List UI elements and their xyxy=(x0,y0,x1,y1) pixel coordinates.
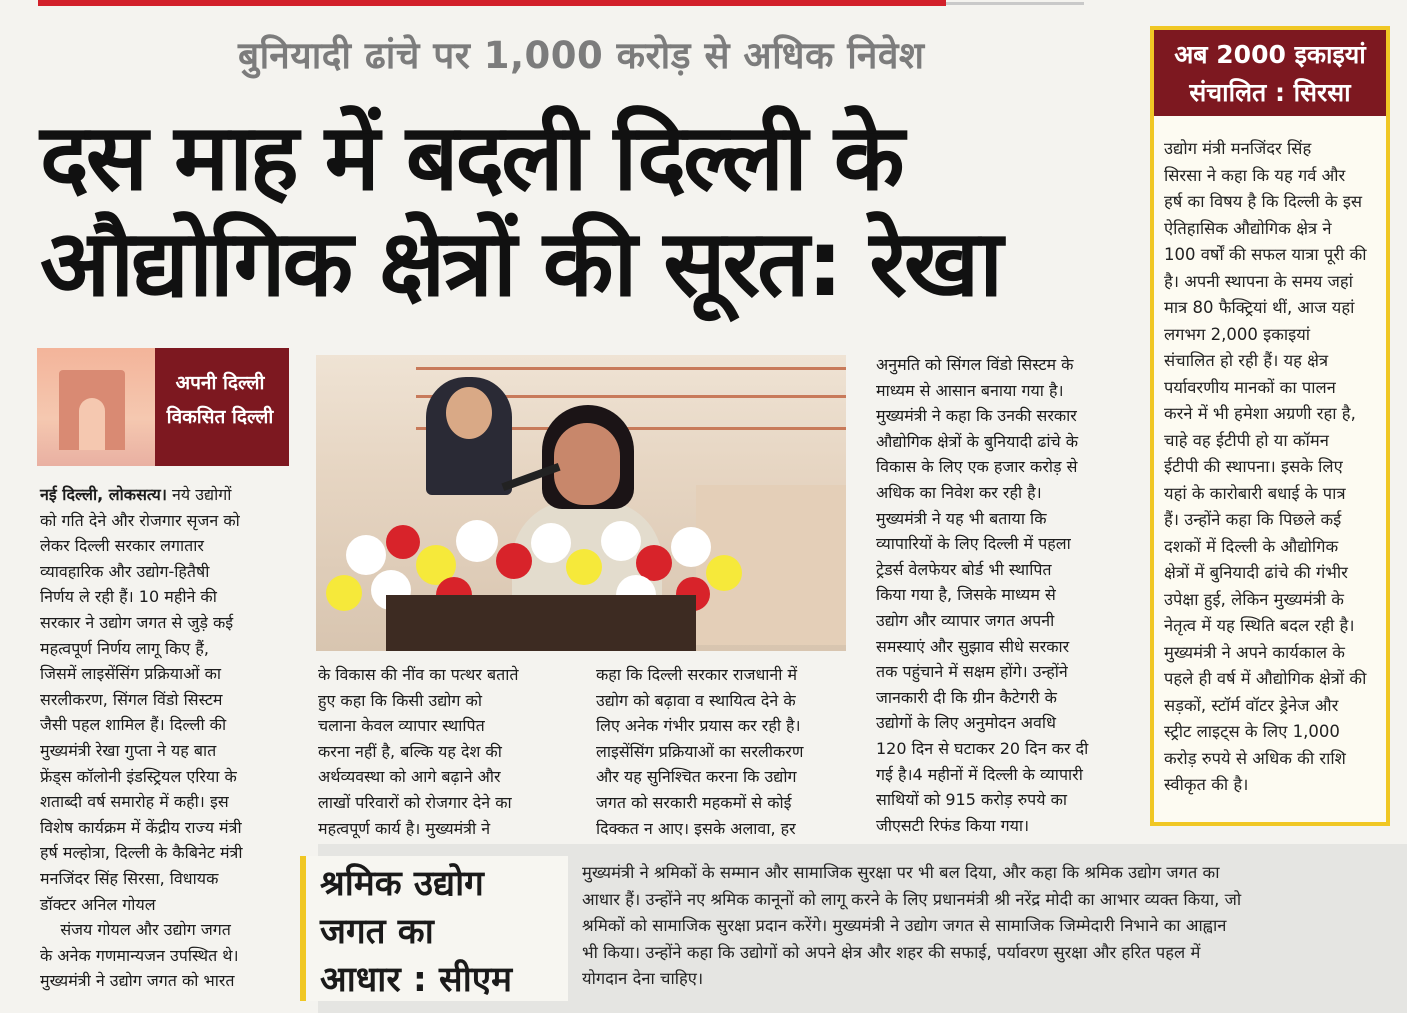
article-line: गई है।4 महीनों में दिल्ली के व्यापारी xyxy=(876,764,1083,784)
article-line: समस्याएं और सुझाव सीधे सरकार xyxy=(876,636,1070,656)
article-line: और यह सुनिश्चित करना कि उद्योग xyxy=(596,767,797,787)
bottom-story-body xyxy=(582,860,1397,993)
sidebar-line: उपेक्षा हुई, लेकिन मुख्यमंत्री के xyxy=(1164,589,1344,609)
article-line: को गति देने और रोजगार सृजन को xyxy=(40,510,240,530)
article-line: हुए कहा कि किसी उद्योग को xyxy=(318,690,482,710)
article-line: उद्योगों के लिए अनुमोदन अवधि xyxy=(876,713,1056,733)
article-line: के विकास की नींव का पत्थर बताते xyxy=(318,665,519,684)
sidebar-line: नेतृत्व में यह स्थिति बदल रही है। xyxy=(1164,616,1355,635)
sidebar-title-line-1: अब 2000 इकाइयां xyxy=(1174,40,1366,69)
article-line: करना नहीं है, बल्कि यह देश की xyxy=(318,741,502,761)
article-line: डॉक्टर अनिल गोयल xyxy=(40,894,156,914)
sidebar-title xyxy=(1154,30,1386,116)
sidebar-line: है। अपनी स्थापना के समय जहां xyxy=(1164,271,1353,291)
article-line: मुख्यमंत्री ने कहा कि उनकी सरकार xyxy=(876,406,1077,426)
sidebar-line: दशकों में दिल्ली के औद्योगिक xyxy=(1164,536,1339,556)
apni-dilli-logo xyxy=(37,348,289,466)
bottom-head-line-2: जगत का xyxy=(320,912,434,952)
sidebar-title-line-2: संचालित : सिरसा xyxy=(1189,78,1351,107)
article-line: नये उद्योगों xyxy=(171,485,232,504)
article-line: महत्वपूर्ण कार्य है। मुख्यमंत्री ने xyxy=(318,818,491,838)
article-line: व्यावहारिक और उद्योग-हितैषी xyxy=(40,561,210,581)
logo-line-2: विकसित दिल्ली xyxy=(166,406,274,428)
sidebar-line: ईटीपी की स्थापना। इसके लिए xyxy=(1164,457,1343,476)
article-line: मुख्यमंत्री ने उद्योग जगत को भारत xyxy=(40,971,235,991)
article-line: जैसी पहल शामिल हैं। दिल्ली की xyxy=(40,715,227,735)
article-line: 120 दिन से घटाकर 20 दिन कर दी xyxy=(876,738,1089,758)
article-line: उद्योग को बढ़ावा व स्थायित्व देने के xyxy=(596,690,796,710)
sidebar-line: स्ट्रीट लाइट्स के लिए 1,000 xyxy=(1164,722,1340,741)
sidebar-line: 100 वर्षों की सफल यात्रा पूरी की xyxy=(1164,245,1367,264)
bottom-story-headline xyxy=(300,856,568,1001)
article-line: तक पहुंचाने में सक्षम होंगे। उन्होंने xyxy=(876,662,1068,682)
article-line: किया गया है, जिसके माध्यम से xyxy=(876,585,1056,605)
article-line: फ्रेंड्स कॉलोनी इंडस्ट्रियल एरिया के xyxy=(40,766,237,786)
sidebar-line: पर्यावरणीय मानकों का पालन xyxy=(1164,377,1336,397)
sidebar-line: यहां के कारोबारी बधाई के पात्र xyxy=(1164,483,1346,503)
sidebar-line: चाहे वह ईटीपी हो या कॉमन xyxy=(1164,430,1329,450)
sidebar-line: मात्र 80 फैक्ट्रियां थीं, आज यहां xyxy=(1164,298,1355,317)
article-line: जगत को सरकारी महकमों से कोई xyxy=(596,792,792,812)
banner-stripe xyxy=(416,367,846,370)
article-line: मनजिंदर सिंह सिरसा, विधायक xyxy=(40,868,219,888)
article-line: मुख्यमंत्री रेखा गुप्ता ने यह बात xyxy=(40,740,217,760)
sidebar-line: हर्ष का विषय है कि दिल्ली के इस xyxy=(1164,192,1363,211)
bottom-head-line-3: आधार : सीएम xyxy=(320,960,513,1000)
bottom-head-line-1: श्रमिक उद्योग xyxy=(320,864,484,904)
bottom-line: आधार हैं। उन्होंने नए श्रमिक कानूनों को लागू करने के लिए प्रधानमंत्री श्री नरेंद्र मोदी का आभार व्यक्त किया, जो xyxy=(582,889,1242,909)
sidebar-line: उद्योग मंत्री मनजिंदर सिंह xyxy=(1164,139,1312,158)
article-line: अधिक का निवेश कर रही है। xyxy=(876,482,1042,502)
article-line: सरकार ने उद्योग जगत से जुड़े कई xyxy=(40,612,234,632)
podium xyxy=(386,595,696,651)
article-line: अनुमति को सिंगल विंडो सिस्टम के xyxy=(876,355,1074,374)
top-gray-rule xyxy=(946,2,1084,5)
article-line: शताब्दी वर्ष समारोह में कही। इस xyxy=(40,792,229,812)
headline-line-2: औद्योगिक क्षेत्रों की सूरत: रेखा xyxy=(40,210,1001,317)
main-headline xyxy=(40,104,1145,320)
article-line: दिक्कत न आए। इसके अलावा, हर xyxy=(596,818,796,838)
article-line: निर्णय ले रही हैं। 10 महीने की xyxy=(40,587,217,607)
sidebar-line: सिरसा ने कहा कि यह गर्व और xyxy=(1164,165,1346,185)
article-line: व्यापारियों के लिए दिल्ली में पहला xyxy=(876,534,1071,554)
article-line: के अनेक गणमान्यजन उपस्थित थे। xyxy=(40,945,239,965)
article-line: जीएसटी रिफंड किया गया। xyxy=(876,815,1030,835)
article-line: औद्योगिक क्षेत्रों के बुनियादी ढांचे के xyxy=(876,431,1079,451)
article-line: चलाना केवल व्यापार स्थापित xyxy=(318,716,485,736)
sidebar-line: करने में भी हमेशा अग्रणी रहा है, xyxy=(1164,404,1356,423)
article-line: ट्रेडर्स वेलफेयर बोर्ड भी स्थापित xyxy=(876,559,1052,579)
sidebar-line: सड़कों, स्टॉर्म वॉटर ड्रेनेज और xyxy=(1164,695,1339,715)
dateline: नई दिल्ली, लोकसत्य। xyxy=(40,485,167,504)
sidebar-line: मुख्यमंत्री ने अपने कार्यकाल के xyxy=(1164,642,1345,662)
article-line: महत्वपूर्ण निर्णय लागू किए हैं, xyxy=(40,638,209,658)
article-column-3 xyxy=(596,662,852,841)
portrait-figure xyxy=(426,377,512,495)
logo-text xyxy=(151,366,289,434)
india-gate-icon xyxy=(37,348,155,466)
article-line: साथियों को 915 करोड़ रुपये का xyxy=(876,790,1068,810)
article-line: अर्थव्यवस्था को आगे बढ़ाने और xyxy=(318,767,501,787)
sidebar-body xyxy=(1164,136,1392,799)
bottom-line: श्रमिकों को सामाजिक सुरक्षा प्रदान करेंगे। मुख्यमंत्री ने उद्योग जगत से सामाजिक जिम्मेदारी निभाने का आह्वान xyxy=(582,916,1227,935)
article-line: विशेष कार्यक्रम में केंद्रीय राज्य मंत्री xyxy=(40,817,242,837)
article-line: कहा कि दिल्ली सरकार राजधानी में xyxy=(596,665,798,684)
article-line: लाखों परिवारों को रोजगार देने का xyxy=(318,792,512,812)
article-line: लाइसेंसिंग प्रक्रियाओं का सरलीकरण xyxy=(596,741,804,761)
sidebar-line: लगभग 2,000 इकाइयां xyxy=(1164,324,1311,344)
article-column-2 xyxy=(318,662,568,841)
bottom-line: योगदान देना चाहिए। xyxy=(582,969,704,988)
sidebar-line: करोड़ रुपये से अधिक की राशि xyxy=(1164,748,1346,768)
article-line: लेकर दिल्ली सरकार लगातार xyxy=(40,536,204,556)
sidebar-line: पहले ही वर्ष में औद्योगिक क्षेत्रों की xyxy=(1164,669,1367,688)
sidebar-line: ऐतिहासिक औद्योगिक क्षेत्र ने xyxy=(1164,218,1332,238)
article-line: लिए अनेक गंभीर प्रयास कर रही है। xyxy=(596,716,801,736)
article-line: मुख्यमंत्री ने यह भी बताया कि xyxy=(876,508,1047,528)
article-line: हर्ष मल्होत्रा, दिल्ली के कैबिनेट मंत्री xyxy=(40,843,243,863)
article-line: संजय गोयल और उद्योग जगत xyxy=(40,920,231,940)
top-red-rule xyxy=(38,0,946,6)
kicker-headline: बुनियादी ढांचे पर 1,000 करोड़ से अधिक निवेश xyxy=(238,34,925,77)
article-line: जिसमें लाइसेंसिंग प्रक्रियाओं का xyxy=(40,664,222,684)
article-line: उद्योग और व्यापार जगत अपनी xyxy=(876,610,1055,630)
article-line: जानकारी दी कि ग्रीन कैटेगरी के xyxy=(876,687,1057,707)
article-column-4 xyxy=(876,352,1138,838)
logo-line-1: अपनी दिल्ली xyxy=(175,372,265,394)
sidebar-line: संचालित हो रही हैं। यह क्षेत्र xyxy=(1164,351,1329,370)
article-line: विकास के लिए एक हजार करोड़ से xyxy=(876,457,1078,477)
bottom-line: मुख्यमंत्री ने श्रमिकों के सम्मान और सामाजिक सुरक्षा पर भी बल दिया, और कहा कि श्रमिक उद्योग जगत का xyxy=(582,863,1220,882)
article-line: सरलीकरण, सिंगल विंडो सिस्टम xyxy=(40,689,223,709)
sidebar-line: स्वीकृत की है। xyxy=(1164,775,1249,794)
event-photo xyxy=(316,355,846,651)
bottom-line: भी किया। उन्होंने कहा कि उद्योगों को अपने क्षेत्र और शहर की सफाई, पर्यावरण सुरक्षा और हरित पहल में xyxy=(582,942,1201,962)
sidebar-line: हैं। उन्होंने कहा कि पिछले कई xyxy=(1164,510,1342,529)
sidebar-line: क्षेत्रों में बुनियादी ढांचे की गंभीर xyxy=(1164,563,1348,582)
article-column-1 xyxy=(40,482,290,994)
headline-line-1: दस माह में बदली दिल्ली के xyxy=(40,104,902,211)
article-line: माध्यम से आसान बनाया गया है। xyxy=(876,380,1064,400)
